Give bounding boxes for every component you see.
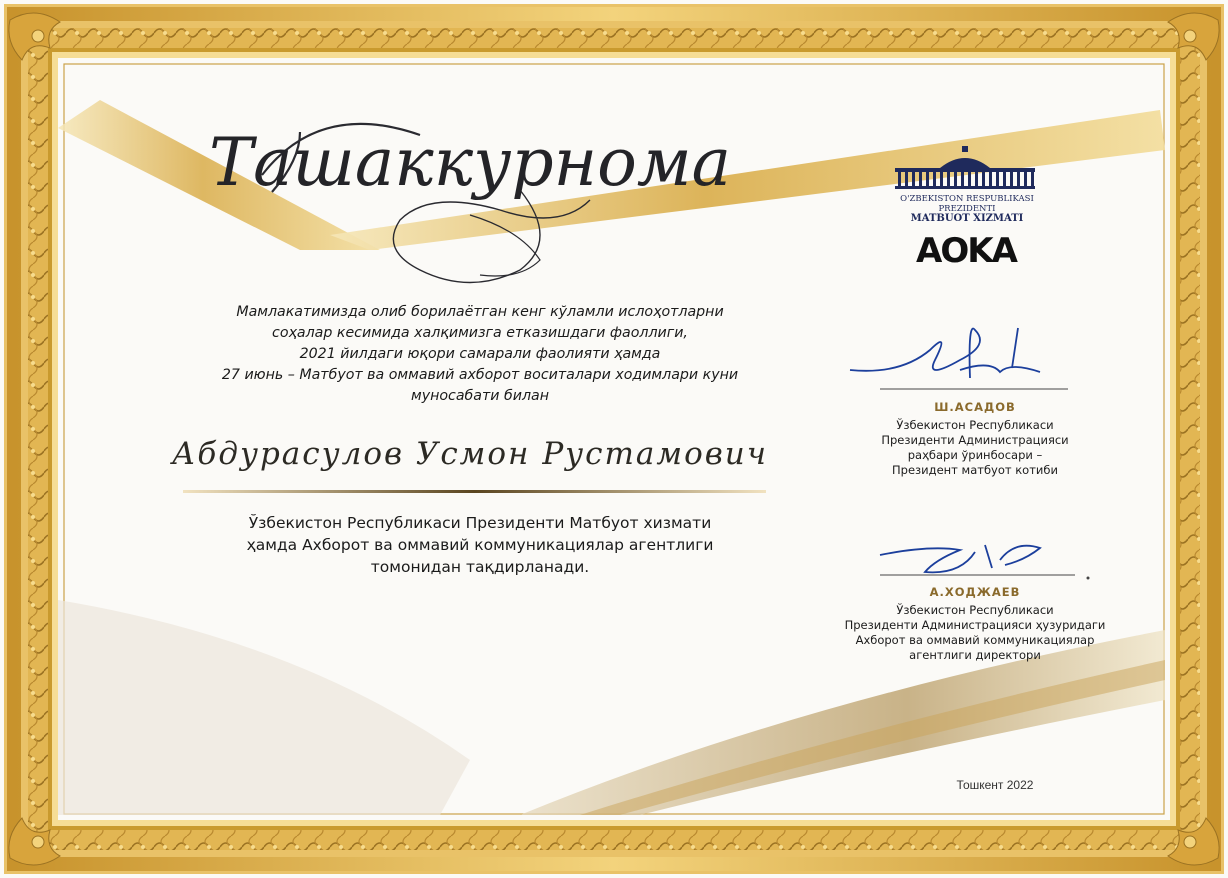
place-date: Тошкент 2022 [956,778,1034,792]
signatory-position-line: Президенти Администрацияси [881,433,1069,447]
citation-line: Мамлакатимизда олиб борилаётган кенг кўламли ислоҳотларни [236,304,724,320]
signatory-block-2 [840,585,1110,663]
awarded-by-line: томонидан тақдирланади. [370,558,590,576]
signatory-position-line: Ахборот ва оммавий коммуникациялар [855,633,1095,647]
press-service-caption-line2: MATBUOT XIZMATI [910,213,1024,224]
citation-line: 2021 йилдаги юқори самарали фаолияти ҳамда [299,346,661,362]
signatory-name: Ш.АСАДОВ [934,400,1016,414]
citation-line: 27 июнь – Матбуот ва оммавий ахборот воситалари ходимлари куни [221,367,739,383]
press-service-caption-line1: O'ZBEKISTON RESPUBLIKASI PREZIDENTI [900,194,1034,214]
awarded-by-line: Ўзбекистон Республикаси Президенти Матбуот хизмати [248,514,712,532]
signatory-position-line: раҳбари ўринбосари – [907,448,1043,462]
recipient-underline [183,490,766,493]
agency-logo: AOKA [916,231,1016,271]
signatory-position-line: Ўзбекистон Республикаси [896,418,1054,432]
citation-line: соҳалар кесимида халқимизга етказишдаги фаоллиги, [272,325,688,341]
signatory-position [840,603,1110,663]
signatory-position-line: агентлиги директори [909,648,1041,662]
signatory-position-line: Ўзбекистон Республикаси [896,603,1054,617]
signatory-position-line: Президенти Администрацияси ҳузуридаги [844,618,1106,632]
certificate-title: Ташаккурнома [209,124,731,201]
signatory-name: А.ХОДЖАЕВ [929,585,1021,599]
press-service-caption [882,194,1052,224]
recipient-name: Абдурасулов Усмон Рустамович [171,436,769,472]
signatory-position-line: Президент матбуот котиби [892,463,1058,477]
citation-line: муносабати билан [411,388,549,404]
signatory-block-1 [860,400,1090,478]
awarded-by-line: ҳамда Ахборот ва оммавий коммуникациялар агентлиги [246,536,714,554]
awarded-by-text [200,512,760,578]
signatory-position [860,418,1090,478]
citation-text [170,302,790,407]
